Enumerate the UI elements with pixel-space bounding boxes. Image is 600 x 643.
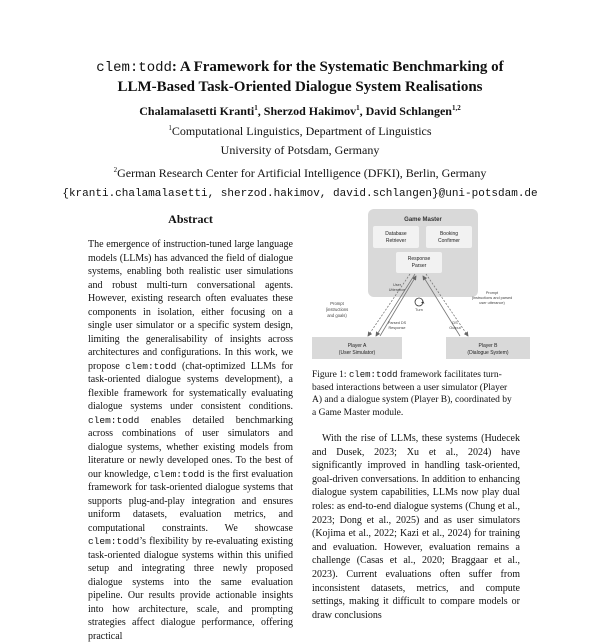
booking-confirmer-line2: Confirmer [438, 238, 460, 244]
affiliation-2-text: German Research Center for Artificial Intelligence (DFKI), Berlin, Germany [117, 166, 487, 180]
booking-confirmer-line1: Booking [439, 231, 459, 237]
player-b-line1: Player B [478, 343, 498, 349]
affiliation-1 [0, 124, 600, 139]
abstract-part-3: enables detailed benchmarking across combinations of user simulators and dialogue systems, whether existing models from literature or newly developed ones. To the best of our knowledge, [88, 414, 293, 480]
caption-prefix: Figure 1: [312, 370, 349, 380]
title-framework-name: clem:todd [96, 60, 172, 76]
paper-title [0, 58, 600, 97]
player-b-line2: (Dialogue System) [467, 350, 509, 356]
database-retriever-box [373, 226, 419, 248]
abstract-mono-4: clem:todd [88, 536, 140, 547]
figure-svg [310, 208, 532, 361]
prompt-b-line2: (instructions and parsed [471, 296, 513, 300]
parsed-response-line2: Response [388, 326, 406, 330]
affiliation-2-sup: 2 [113, 166, 118, 174]
author-emails: {kranti.chalamalasetti, sherzod.hakimov, david.schlangen}@uni-potsdam.de [62, 188, 538, 200]
player-a-line1: Player A [347, 343, 367, 349]
abstract-part-2: (chat-optimized LLMs for task-oriented dialogue systems development), a flexible framework for systematically evaluating dialogue systems under consistent conditions. [88, 360, 293, 412]
author-3: David Schlangen [365, 104, 452, 118]
author-2-sup: 1 [356, 104, 360, 112]
affiliation-1-sup: 1 [168, 124, 172, 132]
abstract-text [88, 238, 293, 643]
ds-output-line2: Output [449, 326, 461, 330]
author-1-sup: 1 [254, 104, 258, 112]
abstract-mono-3: clem:todd [153, 468, 205, 480]
author-list: Chalamalasetti Kranti$^1$, Sherzod Hakimov$^1$, David Schlangen$^{1,2}$ [139, 104, 461, 118]
database-retriever-line1: Database [385, 231, 407, 237]
figure-1-caption [312, 369, 518, 419]
response-parser-line1: Response [407, 256, 431, 262]
prompt-b-line1: Prompt [485, 291, 499, 295]
author-1: Chalamalasetti Kranti [139, 104, 255, 118]
affiliation-2 [0, 166, 600, 181]
title-line2: LLM-Based Task-Oriented Dialogue System Realisations [117, 79, 483, 95]
prompt-a-line3: and goals) [327, 313, 347, 318]
turn-cycle-icon [415, 298, 423, 306]
database-retriever-line2: Retriever [385, 238, 407, 244]
prompt-a-line2: (instructions [325, 307, 349, 312]
response-parser-line2: Parser [411, 263, 427, 269]
affiliation-1-text: Computational Linguistics, Department of Linguistics [171, 124, 432, 138]
user-utterance-line1: User [392, 283, 402, 287]
figure-1-diagram [310, 208, 532, 361]
abstract-part-5: ’s flexibility by re-evaluating existing task-oriented dialogue systems within this unified setup and integrating three newly proposed dialogue systems into the same evaluation pipeline. Our results provide actionable insights into how architecture, scale, and prompting strategies affect dialogue performance, offering practical [88, 536, 293, 642]
caption-framework-name: clem:todd [348, 370, 398, 380]
abstract-mono-1: clem:todd [125, 360, 177, 372]
user-utterance-line2: Utterance [388, 288, 406, 292]
turn-label: Turn [415, 308, 423, 312]
abstract-heading: Abstract [168, 212, 213, 226]
booking-confirmer-box [426, 226, 472, 248]
player-a-line2: (User Simulator) [338, 350, 376, 356]
introduction-paragraph: With the rise of LLMs, these systems (Hudecek and Dusek, 2023; Xu et al., 2024) have significantly improved in handling task-oriented, goal-driven conversations. In addition to enhancing dialogue system capabilities, LLMs now play dual roles: as end-to-end dialogue systems (Chung et al., 2023; Dong et al., 2025) and as user simulators (Kojima et al., 2022; Kazi et al., 2024) for training and evaluation. However, evaluation remains a challenge (Casas et al., 2020; Braggaar et al., 2023). Current evaluations often suffer from inconsistent datasets, metrics, and compute settings, making it difficult to compare models or draw conclusions [312, 433, 520, 621]
abstract-mono-2: clem:todd [88, 414, 140, 426]
abstract-part-4: is the first evaluation framework for task-oriented dialogue systems that supports plug-and-play integration and ensures uniform datasets, evaluation metrics, and computational constraints. We showcase [88, 468, 293, 534]
caption-text: framework facilitates turn-based interactions between a user simulator (Player A) and a dialogue system (Player B), coordinated by a Game Master module. [312, 370, 512, 418]
prompt-a-line1: Prompt [330, 301, 344, 306]
game-master-label: Game Master [404, 217, 442, 223]
parsed-response-line1: Parsed DS [387, 321, 407, 325]
ds-output-line1: DS [452, 321, 458, 325]
turn-cycle-arrowhead [421, 301, 425, 304]
affiliation-1-line2: University of Potsdam, Germany [220, 143, 380, 157]
title-line1: : A Framework for the Systematic Benchmarking of [171, 59, 504, 75]
prompt-b-line3: user utterance) [479, 301, 505, 305]
author-3-sup: 1,2 [451, 104, 461, 112]
abstract-part-1: The emergence of instruction-tuned large language models (LLMs) has advanced the field of dialogue systems, enabling both realistic user simulations and robust multi-turn conversational agents. However, existing research often evaluates these components in isolation, either focusing on a single user simulator or a specific system design, limiting the generalisability of insights across architectures and configurations. In this work, we propose [88, 239, 293, 372]
author-2: Sherzod Hakimov [263, 104, 357, 118]
